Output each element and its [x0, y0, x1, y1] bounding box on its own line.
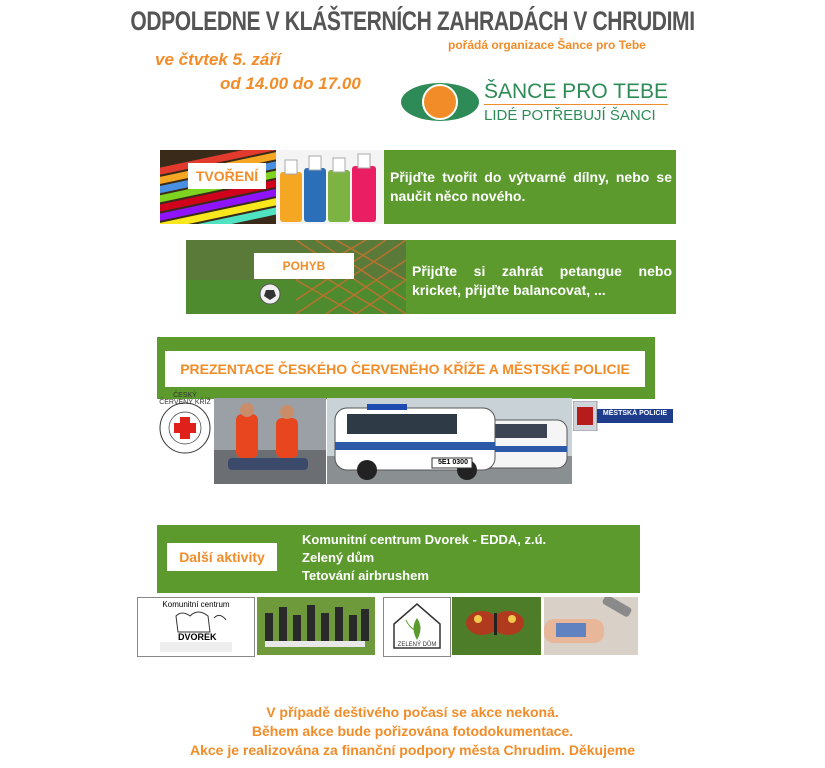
- zeleny-dum-text: ZELENÝ DŮM: [397, 642, 437, 648]
- paramedics-image: [214, 398, 326, 484]
- tvoreni-label: TVOŘENÍ: [188, 163, 266, 189]
- police-logo-text: MĚSTSKÁ POLICIE: [602, 410, 668, 417]
- tvoreni-text: Přijďte tvořit do výtvarné dílny, nebo se naučit něco nového.: [390, 169, 672, 204]
- paint-bottles-image: [276, 150, 384, 224]
- dalsi-item-zeleny-dum: Zelený dům: [302, 550, 375, 565]
- group-photo-image: [257, 597, 375, 655]
- sance-pro-tebe-logo: [400, 78, 680, 128]
- police-cars-image: [327, 398, 572, 484]
- page-title: ODPOLEDNE V KLÁŠTERNÍCH ZAHRADÁCH V CHRUDIMI: [130, 6, 695, 36]
- prezentace-label: PREZENTACE ČESKÉHO ČERVENÉHO KŘÍŽE A MĚSTSKÉ POLICIE: [165, 351, 645, 387]
- pohyb-label: POHYB: [254, 253, 354, 279]
- dvorek-logo-top: Komunitní centrum: [162, 600, 230, 609]
- logo-tagline: LIDÉ POTŘEBUJÍ ŠANCI: [484, 107, 656, 124]
- footer-photo-notice: Během akce bude pořizována fotodokumentace.: [251, 723, 574, 739]
- dalsi-item-tetovani: Tetování airbrushem: [302, 568, 429, 583]
- logo-name: ŠANCE PRO TEBE: [484, 80, 668, 103]
- event-time: od 14.00 do 17.00: [220, 74, 361, 93]
- dalsi-label: Další aktivity: [167, 543, 277, 571]
- police-plate: 5E1 0300: [438, 459, 468, 466]
- dvorek-logo: [137, 597, 255, 657]
- footer-funding-notice: Akce je realizována za finanční podpory města Chrudim. Děkujeme: [189, 742, 636, 758]
- organizer-line: pořádá organizace Šance pro Tebe: [448, 38, 646, 52]
- footer-rain-notice: V případě deštivého počasí se akce nekoná.: [266, 704, 559, 720]
- cck-logo-text: ČESKÝ ČERVENÝ KŘÍŽ: [159, 392, 211, 406]
- dalsi-list: [302, 531, 546, 585]
- event-date: ve čtvtek 5. září: [155, 50, 281, 69]
- dalsi-item-dvorek: Komunitní centrum Dvorek - EDDA, z.ú.: [302, 532, 547, 547]
- dvorek-logo-bottom: DVOREK: [178, 632, 217, 642]
- sance-logo-icon: [400, 82, 480, 122]
- pohyb-text: Přijďte si zahrát petangue nebo kricket, přijďte balancovat, ...: [412, 263, 672, 298]
- mestska-policie-logo: [573, 401, 673, 431]
- butterfly-image: [452, 597, 541, 655]
- airbrush-tattoo-image: [544, 597, 638, 655]
- zeleny-dum-logo: [383, 597, 451, 657]
- cck-logo: [159, 392, 211, 454]
- logo-divider: [484, 104, 668, 105]
